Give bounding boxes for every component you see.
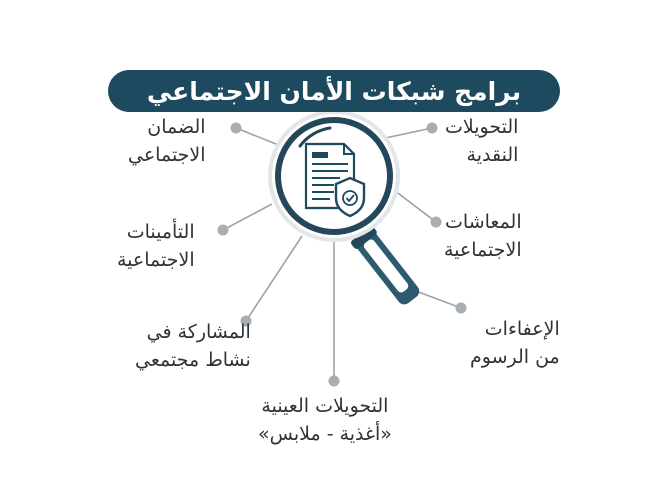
label-social-security (128, 113, 206, 169)
label-line: المعاشات (445, 211, 522, 233)
dot-cash-transfers (427, 123, 438, 134)
label-line: الاجتماعية (444, 239, 522, 261)
label-line: التأمينات (126, 221, 195, 243)
label-line: الاجتماعي (128, 144, 206, 166)
label-social-pensions (444, 208, 522, 264)
connector-social-insurance (223, 204, 272, 230)
connector-community-participation (246, 236, 302, 321)
label-line: الإعفاءات (484, 318, 560, 340)
magnifier-handle (350, 225, 424, 308)
label-cash-transfers (445, 113, 518, 169)
dot-social-pensions (431, 217, 442, 228)
dot-in-kind-transfers (329, 376, 340, 387)
label-community-participation (135, 318, 251, 374)
shield-check-icon (336, 178, 364, 216)
label-line: الاجتماعية (117, 249, 195, 271)
magnifier-document-shield-icon (270, 112, 424, 308)
label-line: الضمان (147, 116, 206, 138)
label-social-insurance (117, 218, 195, 274)
label-line: النقدية (466, 144, 519, 166)
label-line: من الرسوم (470, 346, 560, 368)
label-line: التحويلات (445, 116, 519, 138)
label-line: المشاركة في (146, 321, 251, 343)
dot-social-security (231, 123, 242, 134)
diagram-title: برامج شبكات الأمان الاجتماعي (108, 70, 560, 112)
dot-social-insurance (218, 225, 229, 236)
label-line: نشاط مجتمعي (135, 349, 251, 371)
label-in-kind-transfers (258, 392, 392, 448)
dot-fee-exemptions (456, 303, 467, 314)
label-line: التحويلات العينية (261, 395, 389, 417)
label-fee-exemptions (470, 315, 560, 371)
label-line: «أغذية - ملابس» (258, 423, 392, 445)
